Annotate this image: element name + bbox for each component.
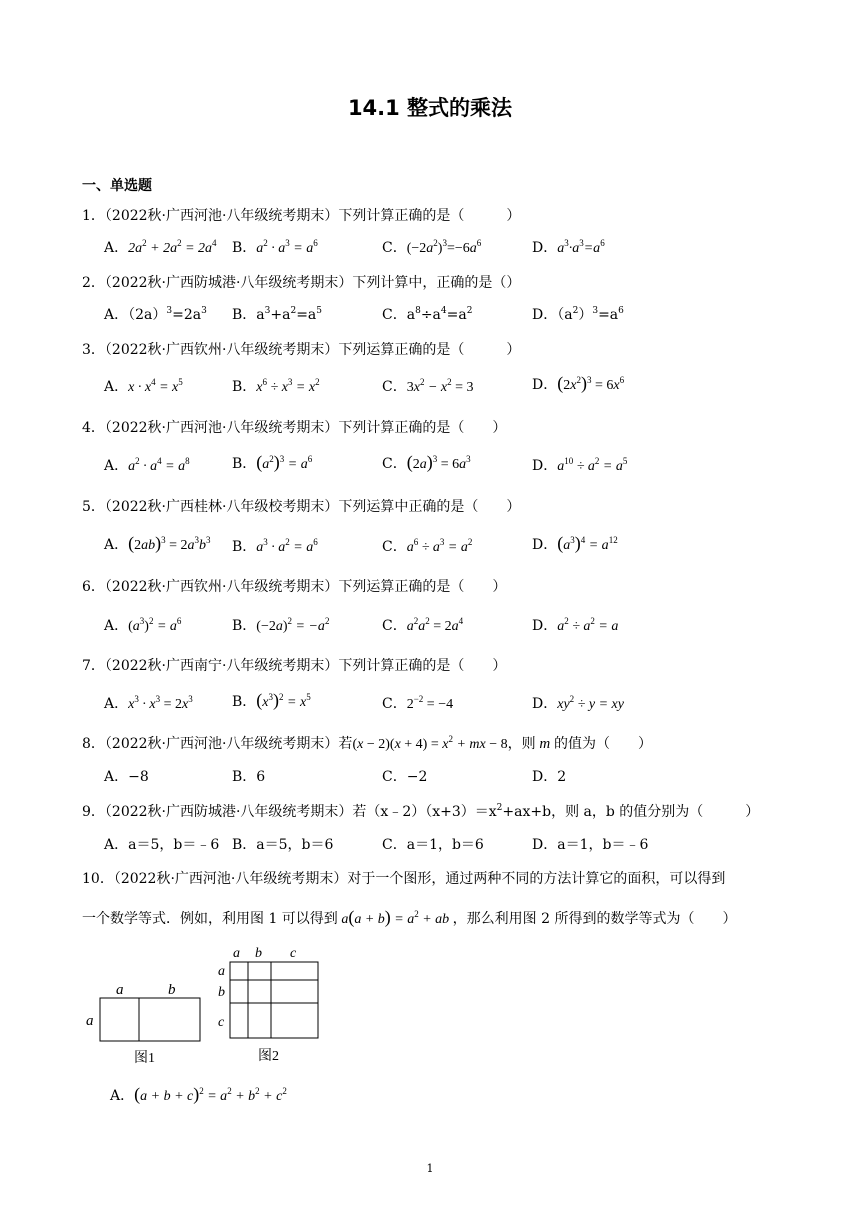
option-a: A．$x \cdot x^4 = x^5$ [104,377,183,395]
question-8-stem: 8．（2022秋·广西河池·八年级统考期末）若$(x - 2)(x + 4) = x^2$ + mx − 8，则 m 的值为（ ） [82,734,652,752]
option-c: C．$a^2a^2 = 2a^4$ [382,616,464,634]
section-heading: 一、单选题 [82,178,152,194]
option-a: A．$x^3 \cdot x^3 = 2x^3$ [104,694,193,712]
question-7-stem: 7．（2022秋·广西南宁·八年级统考期末）下列计算正确的是（ ） [82,658,507,674]
question-10-line-2: 一个数学等式．例如，利用图 1 可以得到 $a(a + b) = a^2$ + ab ，那么利用图 2 所得到的数学等式为（ ） [82,907,737,927]
question-4-stem: 4．（2022秋·广西河池·八年级统考期末）下列计算正确的是（ ） [82,420,507,436]
fig1-label-b-top: b [168,982,176,998]
option-d: D．a＝1，b＝﹣6 [532,837,649,853]
option-c: C．$3x^2 - x^2 = 3$ [382,377,474,395]
figure-2 [218,946,318,1064]
fig1-label-a-left: a [86,1013,94,1029]
question-10-line-1: 10．（2022秋·广西河池·八年级统考期末）对于一个图形，通过两种不同的方法计算它的面积，可以得到 [82,871,726,887]
option-b: B．$a^3 \cdot a^2 = a^6$ [232,537,318,555]
option-b: B．$(x^3)^2 = x^5$ [232,690,311,710]
option-d: D．$(a^2)^3=a^6$ [532,306,624,323]
option-a: A．$a^2 \cdot a^4 = a^8$ [104,456,190,474]
question-2-stem: 2．（2022秋·广西防城港·八年级统考期末）下列计算中，正确的是（） [82,275,521,291]
option-b: B．a＝5，b＝6 [232,837,334,853]
option-c: C．−2 [382,769,428,785]
option-c: C．a＝1，b＝6 [382,837,484,853]
question-5-stem: 5．（2022秋·广西桂林·八年级校考期末）下列运算中正确的是（ ） [82,499,521,515]
fig2-caption: 图2 [258,1049,279,1064]
option-a: A．−8 [104,769,149,785]
option-a: A．$(a + b + c)^2 = a^2 + b^2 + c^2$ [110,1084,287,1104]
option-b: B．6 [232,769,266,785]
fig1-caption: 图1 [134,1051,155,1066]
option-c: C．$a^6 \div a^3 = a^2$ [382,537,473,555]
option-d: D．$a^{10} \div a^2 = a^5$ [532,456,628,474]
question-1-stem: 1．（2022秋·广西河池·八年级统考期末）下列计算正确的是（ ） [82,208,521,224]
question-6-stem: 6．（2022秋·广西钦州·八年级统考期末）下列运算正确的是（ ） [82,579,507,595]
question-9-stem: 9．（2022秋·广西防城港·八年级统考期末）若$(x﹣2)(x+3)=x^2+ax+b$，则 a，b 的值分别为（ ） [82,803,760,820]
option-d: D．$a^2 \div a^2 = a$ [532,616,619,634]
option-b: B．$a^2 \cdot a^3 = a^6$ [232,238,318,256]
option-c: C．$(2a)^3 = 6a^3$ [382,452,471,472]
option-d: D．$xy^2 \div y$ = xy [532,694,624,712]
option-b: B．$a^3+a^2=a^5$ [232,306,323,323]
page-title: 14.1 整式的乘法 [347,96,513,120]
option-a: A．$(a^3)^2 = a^6$ [104,616,182,634]
option-d: D．$(a^3)^4 = a^{12}$ [532,533,618,553]
page-number: 1 [426,1162,434,1175]
fig2-label-b-top: b [255,946,262,961]
option-a: A．$(2ab)^3 = 2a^3b^3$ [104,533,211,553]
fig2-label-a-left: a [218,964,225,979]
option-c: C．$2^{-2} = -4$ [382,694,454,712]
area-figures [82,940,342,1070]
option-a: A．$(2a)^3=2a^3$ [104,306,207,323]
option-a: A．a＝5，b＝﹣6 [104,837,220,853]
option-b: B．$(-2a)^2 = -a^2$ [232,616,330,634]
option-d: D．$(2x^2)^3 = 6x^6$ [532,373,625,393]
option-b: B．$(a^2)^3 = a^6$ [232,452,313,472]
figure-1 [86,982,200,1066]
option-c: C．$(-2a^2)^3=-6a^6$ [382,238,482,256]
fig2-label-c-left: c [218,1015,225,1030]
fig1-label-a-top: a [116,982,124,998]
option-b: B．$x^6 \div x^3 = x^2$ [232,377,320,395]
option-d: D．2 [532,769,567,785]
option-d: D．$a^3\cdot a^3=a^6$ [532,238,605,256]
option-a: A．$2a^2 + 2a^2 = 2a^4$ [104,238,217,256]
option-c: C．$a^8\div a^4=a^2$ [382,306,473,323]
fig2-label-a-top: a [233,946,240,961]
question-3-stem: 3．（2022秋·广西钦州·八年级统考期末）下列运算正确的是（ ） [82,342,521,358]
fig2-label-c-top: c [290,946,297,961]
fig2-label-b-left: b [218,985,225,1000]
